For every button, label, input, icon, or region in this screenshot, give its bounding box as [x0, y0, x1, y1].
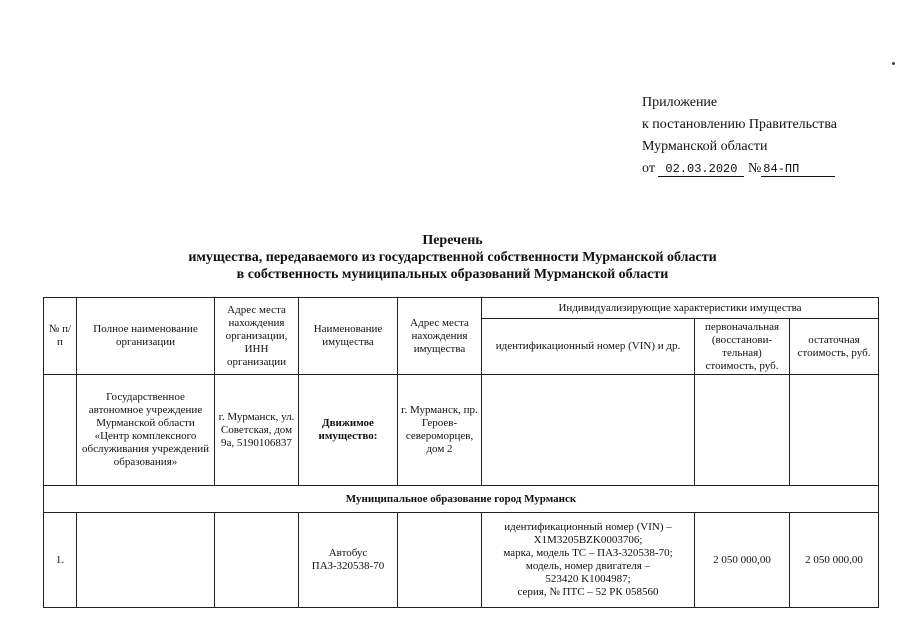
- date-prefix: от: [642, 161, 655, 176]
- detail-line: серия, № ПТС – 52 РК 058560: [517, 586, 659, 598]
- org-address-cell: г. Мурманск, ул. Советская, дом 9а, 5190106837: [215, 375, 299, 486]
- number-value: 84-ПП: [761, 162, 835, 177]
- org-row-residual: [790, 375, 879, 486]
- date-value: 02.03.2020: [658, 162, 744, 177]
- row-org-address: [215, 513, 299, 608]
- org-row-num: [44, 375, 77, 486]
- row-num: 1.: [44, 513, 77, 608]
- row-property-address: [398, 513, 482, 608]
- row-initial-cost: 2 050 000,00: [695, 513, 790, 608]
- org-row-initial: [695, 375, 790, 486]
- row-org-name: [77, 513, 215, 608]
- header-vin: идентификационный номер (VIN) и др.: [482, 319, 695, 375]
- row-residual-cost: 2 050 000,00: [790, 513, 879, 608]
- header-initial-cost: первоначальная (восстанови-тельная) стоимость, руб.: [695, 319, 790, 375]
- appendix-line-3: Мурманской области: [642, 139, 768, 154]
- detail-line: марка, модель ТС – ПАЗ-320538-70;: [503, 547, 673, 559]
- org-row-vin: [482, 375, 695, 486]
- title-line-2: имущества, передаваемого из государственной собственности Мурманской области: [188, 250, 717, 265]
- detail-line: идентификационный номер (VIN) –: [504, 521, 672, 533]
- detail-line: X1M3205BZK0003706;: [533, 534, 643, 546]
- title-line-1: Перечень: [422, 233, 483, 248]
- header-org-name: Полное наименование организации: [77, 298, 215, 375]
- org-row: [44, 375, 879, 486]
- header-residual-cost: остаточная стоимость, руб.: [790, 319, 879, 375]
- municipality-name: Муниципальное образование город Мурманск: [44, 486, 879, 513]
- appendix-block: [642, 92, 837, 180]
- org-name-cell: Государственное автономное учреждение Мурманской области «Центр комплексного обслуживания учреждений образования»: [77, 375, 215, 486]
- municipality-row: [44, 486, 879, 513]
- header-org-address: Адрес места нахождения организации, ИНН организации: [215, 298, 299, 375]
- scan-dot: [892, 62, 895, 65]
- appendix-line-2: к постановлению Правительства: [642, 117, 838, 132]
- property-address-cell: г. Мурманск, пр. Героев-североморцев, дом 2: [398, 375, 482, 486]
- appendix-line-1: Приложение: [642, 95, 718, 110]
- row-details: [482, 513, 695, 608]
- number-prefix: №: [747, 161, 762, 176]
- property-type-cell: Движимое имущество:: [299, 375, 398, 486]
- header-num: № п/п: [44, 298, 77, 375]
- header-property-address: Адрес места нахождения имущества: [398, 298, 482, 375]
- header-row-1: [44, 298, 879, 319]
- detail-line: 523420 K1004987;: [545, 573, 631, 585]
- header-characteristics: Индивидуализирующие характеристики имущества: [482, 298, 879, 319]
- table-row: [44, 513, 879, 608]
- header-property-name: Наименование имущества: [299, 298, 398, 375]
- detail-line: модель, номер двигателя –: [525, 560, 651, 572]
- title-line-3: в собственность муниципальных образований Мурманской области: [236, 267, 669, 282]
- appendix-date-line: [642, 158, 837, 180]
- row-property-name: Автобус ПАЗ-320538-70: [299, 513, 398, 608]
- document-title: [0, 232, 905, 283]
- property-table: [43, 297, 879, 608]
